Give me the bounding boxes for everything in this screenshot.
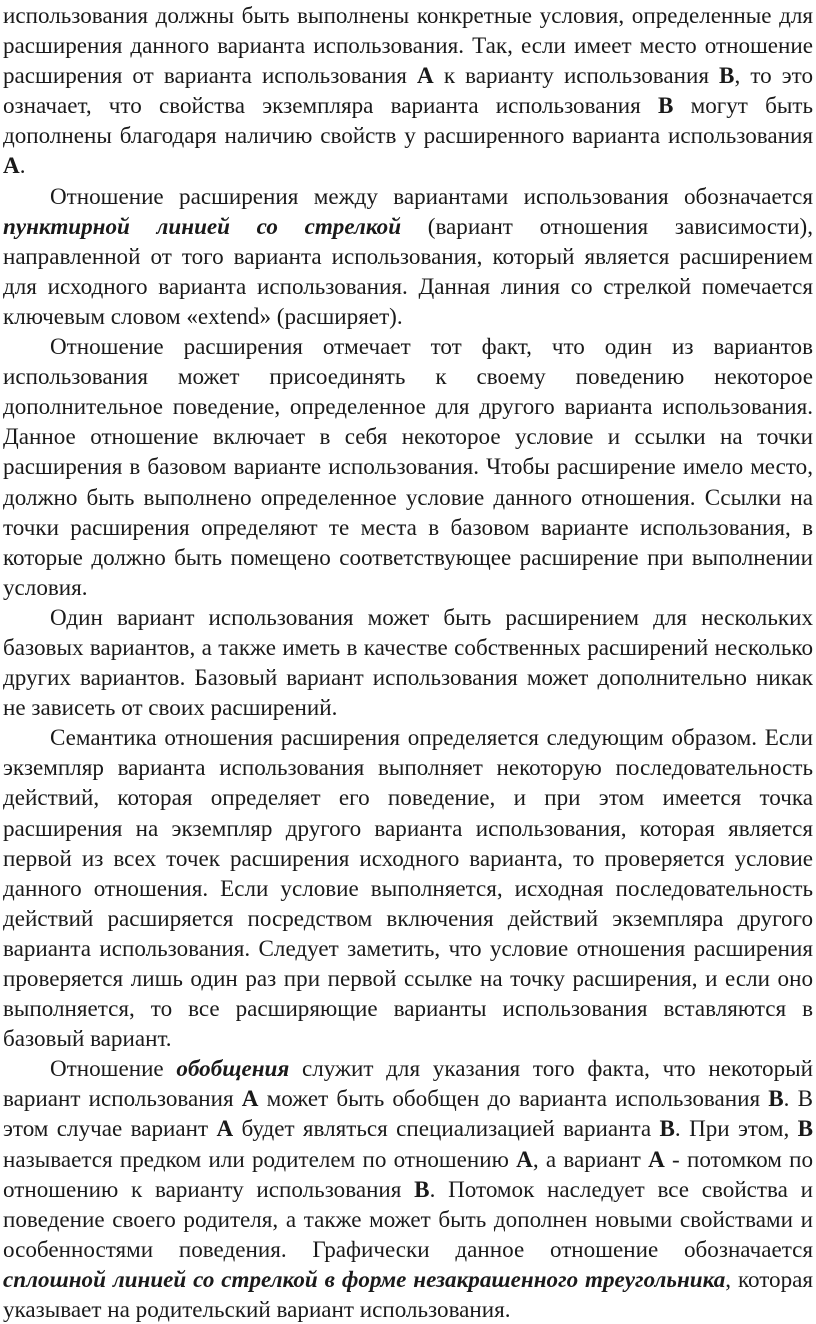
text-run-bold: B: [719, 62, 735, 89]
text-run: Один вариант использования может быть расширением для нескольких базовых вариантов, а также иметь в качестве собственных расширений несколько других вариантов. Базовый вариант использования может дополнительно никак не зависеть от своих расширений.: [3, 603, 813, 721]
text-run: Семантика отношения расширения определяется следующим образом. Если экземпляр варианта использования выполняет некоторую последовательность действий, которая определяет его поведение, и при этом имеется точка расширения на экземпляр другого варианта использования, которая является первой из всех точек расширения исходного варианта, то проверяется условие данного отношения. Если условие выполняется, исходная последовательность действий расширяется посредством включения действий экземпляра другого варианта использования. Следует заметить, что условие отношения расширения проверяется лишь один раз при первой ссылке на точку расширения, и если оно выполняется, то все расширяющие варианты использования вставляются в базовый вариант.: [3, 724, 813, 1052]
text-run-bold: B: [658, 92, 674, 119]
text-run: будет являться специализацией варианта: [233, 1115, 660, 1142]
paragraph-4: [3, 602, 813, 722]
text-run: Отношение: [50, 1055, 177, 1082]
text-run: использования должны быть выполнены конкретные условия, определенные для расширения данного варианта использования. Так, если имеет место отношение расширения от варианта использования: [3, 2, 813, 89]
text-run: , а вариант: [532, 1145, 649, 1172]
paragraph-1: [3, 0, 813, 181]
paragraph-3: [3, 331, 813, 602]
text-run-bold: В: [659, 1115, 675, 1142]
text-run: могут быть дополнены благодаря наличию свойств у расширенного варианта использования: [3, 92, 813, 149]
text-run-bold: В: [768, 1085, 784, 1112]
text-run-bold: В: [797, 1115, 813, 1142]
text-run-bold: А: [516, 1145, 533, 1172]
paragraph-5: [3, 722, 813, 1053]
text-run: . В этом случае вариант: [3, 1085, 814, 1142]
text-run-bold: А: [3, 152, 20, 179]
text-run: Отношение расширения отмечает тот факт, что один из вариантов использования может присоединять к своему поведению некоторое дополнительное поведение, определенное для другого варианта использования. Данное отношение включает в себя некоторое условие и ссылки на точки расширения в базовом варианте использования. Чтобы расширение имело место, должно быть выполнено определенное условие данного отношения. Ссылки на точки расширения определяют те места в базовом варианте использования, в которые должно быть помещено соответствующее расширение при выполнении условия.: [3, 333, 813, 600]
text-run-bold-italic: сплошной линией со стрелкой в форме незакрашенного треугольника: [3, 1265, 726, 1292]
text-run-bold: А: [648, 1145, 665, 1172]
text-run-bold: В: [414, 1175, 430, 1202]
paragraph-2: [3, 181, 813, 331]
text-run: , которая указывает на родительский вариант использования.: [3, 1265, 813, 1323]
text-run: . При этом,: [674, 1115, 798, 1142]
text-run: . Потомок наследует все свойства и поведение своего родителя, а также может быть дополнен новыми свойствами и особенностями поведения. Графически данное отношение обозначается: [3, 1175, 813, 1262]
text-run: к варианту использования: [433, 62, 720, 89]
text-run-bold-italic: пунктирной линией со стрелкой: [3, 212, 402, 239]
text-run-bold-italic: обобщения: [176, 1055, 290, 1082]
text-run-bold: А: [241, 1085, 259, 1112]
text-run: может быть обобщен до варианта использования: [258, 1085, 769, 1112]
text-run-bold: A: [417, 62, 434, 89]
text-run: (вариант отношения зависимости), направленной от того варианта использования, который является расширением для исходного варианта использования. Данная линия со стрелкой помечается ключевым словом «extend» (расширяет).: [3, 212, 813, 329]
text-run: - потомком по отношению к варианту использования: [3, 1145, 813, 1202]
text-run: служит для указания того факта, что некоторый вариант использования: [3, 1055, 813, 1112]
text-run: , то это означает, что свойства экземпляра варианта использования: [3, 62, 814, 119]
text-run-bold: А: [216, 1115, 234, 1142]
text-run: Отношение расширения между вариантами использования обозначается: [50, 182, 813, 209]
text-run: называется предком или родителем по отношению: [3, 1145, 517, 1172]
text-run: .: [19, 152, 26, 179]
paragraph-6: [3, 1053, 813, 1324]
